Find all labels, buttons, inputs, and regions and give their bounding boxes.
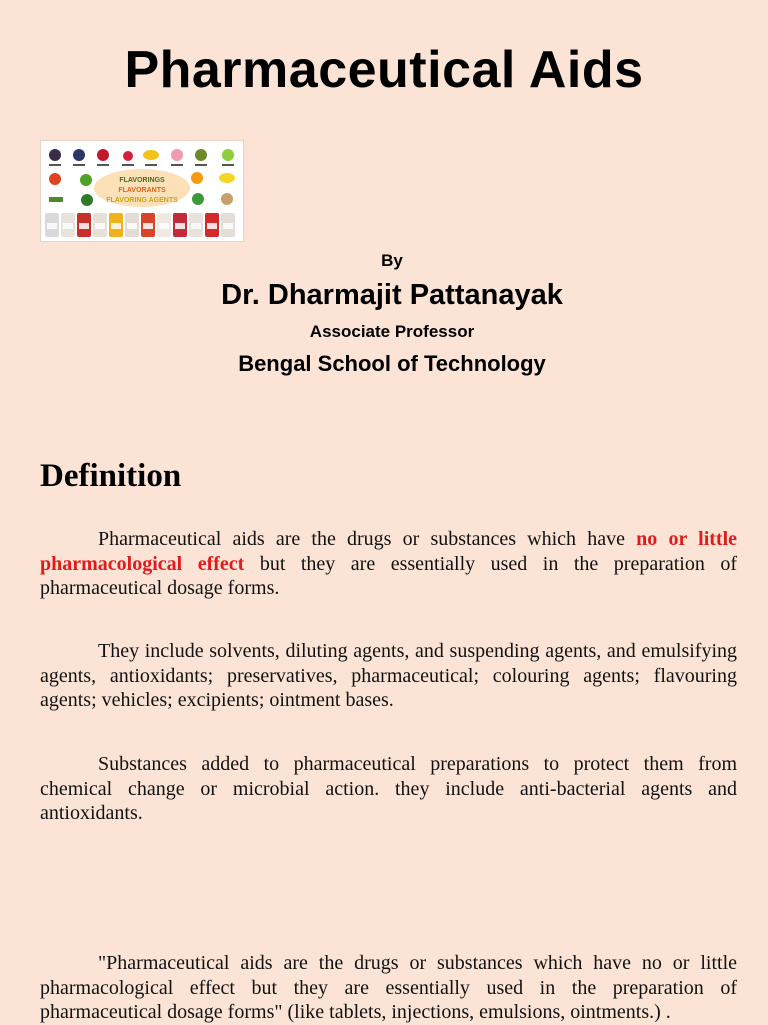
flavorings-collage-image	[40, 140, 244, 242]
institution-name: Bengal School of Technology	[238, 351, 546, 376]
p1-text-before: Pharmaceutical aids are the drugs or substances which have	[98, 528, 637, 550]
definition-paragraph-2: They include solvents, diluting agents, and suspending agents, and emulsifying agents, antioxidants; preservatives, pharmaceutical; colouring agents; flavouring agents; vehicles; excipients; ointment bases.	[40, 640, 737, 711]
page-title: Pharmaceutical Aids	[124, 41, 644, 99]
definition-paragraph-4: "Pharmaceutical aids are the drugs or substances which have no or little pharmacological effect but they are essentially used in the preparation of pharmaceutical dosage forms" (like tablets, injections, emulsions, ointments.) .	[40, 952, 737, 1023]
definition-heading: Definition	[40, 458, 182, 494]
p1-text-after: but they are essentially used in the preparation of pharmaceutical dosage forms.	[40, 552, 738, 599]
svg-text:FLAVORANTS: FLAVORANTS	[118, 187, 166, 194]
p1-highlight: no or little pharmacological effect	[40, 528, 738, 575]
author-name: Dr. Dharmajit Pattanayak	[221, 279, 563, 311]
definition-paragraph-3: Substances added to pharmaceutical preparations to protect them from chemical change or microbial action. they include anti-bacterial agents and antioxidants.	[40, 753, 737, 824]
svg-text:FLAVORING AGENTS: FLAVORING AGENTS	[106, 197, 178, 204]
author-role: Associate Professor	[309, 322, 475, 341]
svg-text:FLAVORINGS: FLAVORINGS	[119, 177, 165, 184]
definition-paragraph-1	[40, 527, 737, 601]
by-label: By	[381, 251, 403, 270]
